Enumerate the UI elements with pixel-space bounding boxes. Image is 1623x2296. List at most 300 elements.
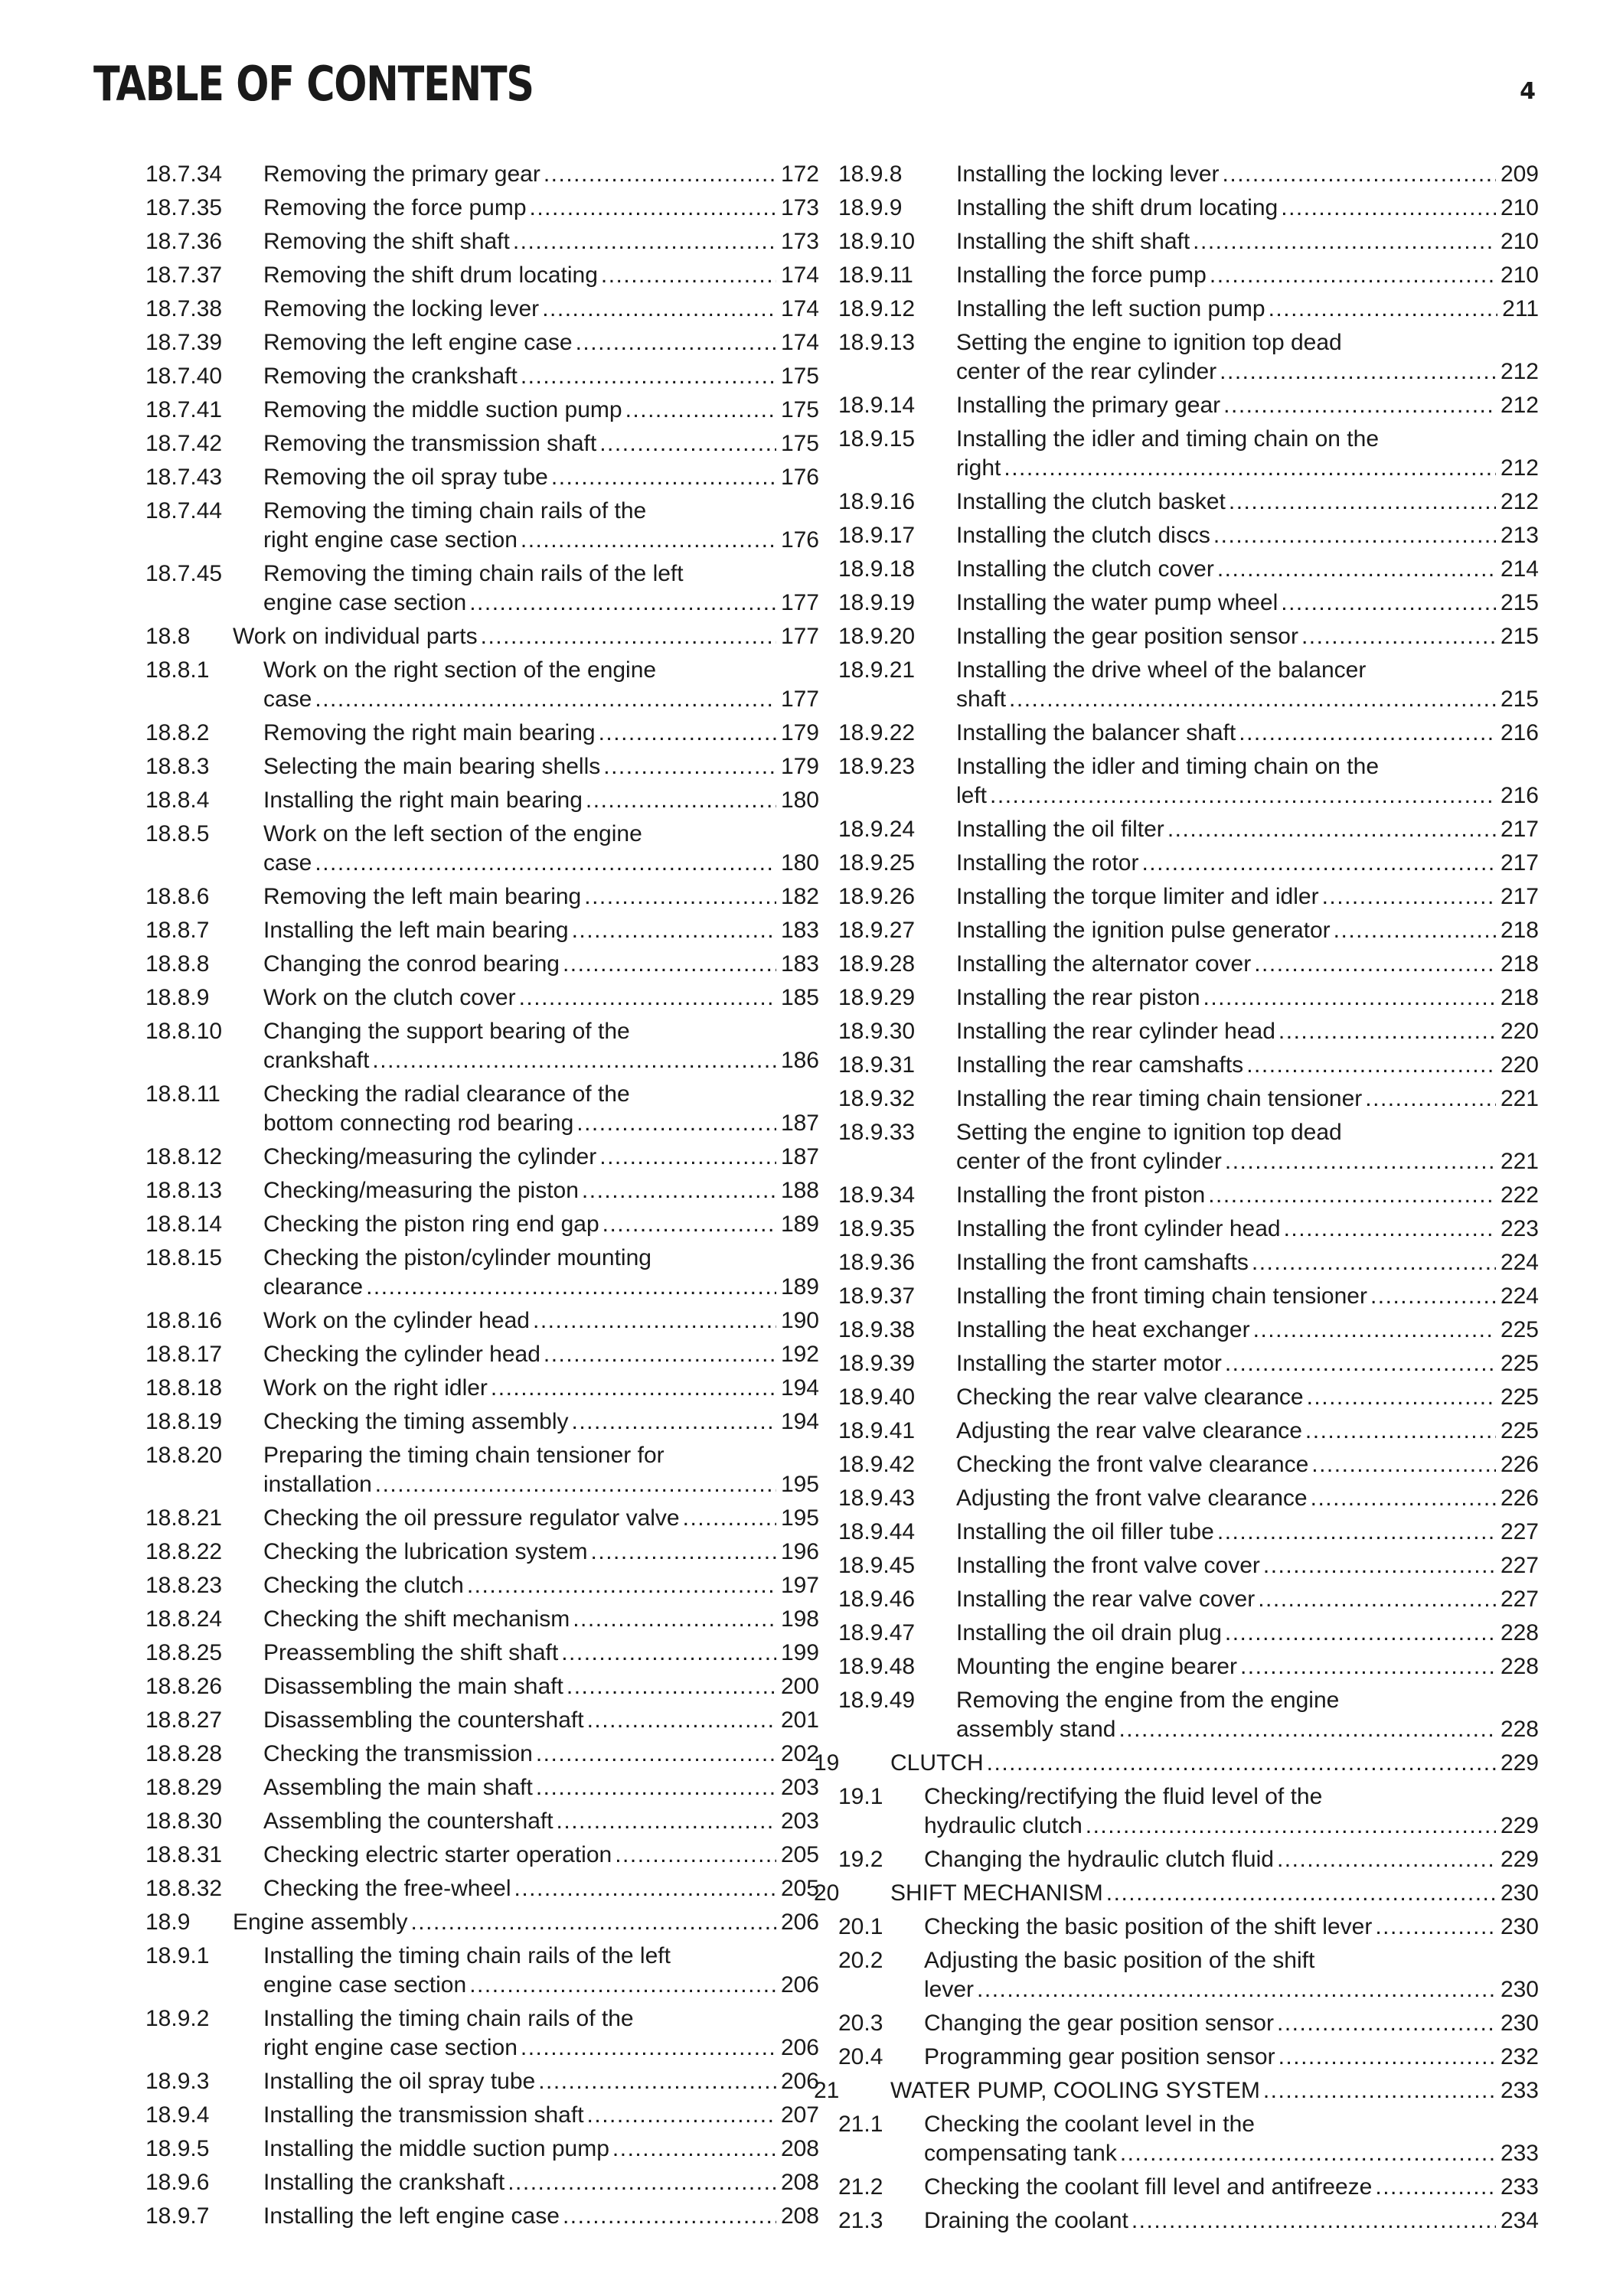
toc-entry[interactable] xyxy=(838,1549,1539,1583)
dot-leader xyxy=(372,1046,776,1075)
toc-entry[interactable] xyxy=(838,1944,1539,2007)
toc-entry[interactable] xyxy=(145,1838,819,1872)
toc-entry-page: 212 xyxy=(1500,393,1539,418)
dot-leader xyxy=(1132,2206,1496,2236)
toc-column-left xyxy=(145,158,819,2233)
toc-entry[interactable] xyxy=(838,2108,1539,2170)
toc-entry-number: 18.9.10 xyxy=(838,229,916,254)
toc-entry-number: 18.7.42 xyxy=(145,431,223,456)
dot-leader xyxy=(1009,685,1496,714)
dot-leader xyxy=(1278,2043,1496,2072)
toc-entry-page: 180 xyxy=(780,788,819,813)
dot-leader xyxy=(601,261,776,290)
toc-entry[interactable] xyxy=(838,914,1539,947)
toc-entry-title: Installing the drive wheel of the balancer xyxy=(956,657,1367,683)
toc-entry[interactable] xyxy=(145,1371,819,1405)
toc-entry-title: Checking the cylinder head xyxy=(263,1342,540,1367)
dot-leader xyxy=(1281,589,1496,618)
toc-entry[interactable] xyxy=(145,494,819,557)
toc-entry[interactable] xyxy=(838,1515,1539,1549)
toc-entry-title: bottom connecting rod bearing xyxy=(263,1110,574,1136)
toc-entry-page: 195 xyxy=(780,1505,819,1531)
dot-leader xyxy=(1004,454,1496,483)
toc-entry-number: 18.8.27 xyxy=(145,1707,223,1733)
toc-entry[interactable] xyxy=(838,1448,1539,1482)
toc-entry-page: 206 xyxy=(780,2069,819,2094)
dot-leader xyxy=(410,1908,776,1937)
toc-entry-page: 217 xyxy=(1500,884,1539,909)
toc-entry-title: Removing the left main bearing xyxy=(263,884,582,909)
toc-entry-title: Installing the front cylinder head xyxy=(956,1216,1281,1241)
toc-entry-number: 18.9.20 xyxy=(838,624,916,649)
toc-entry-title: Removing the timing chain rails of the xyxy=(263,498,647,523)
toc-entry-page: 233 xyxy=(1500,2174,1539,2200)
toc-entry[interactable] xyxy=(145,1304,819,1338)
toc-entry[interactable] xyxy=(145,393,819,427)
toc-entry-number: 18.7.40 xyxy=(145,364,223,389)
toc-entry-number: 18.8.28 xyxy=(145,1741,223,1766)
toc-entry-title: Engine assembly xyxy=(233,1910,408,1935)
dot-leader xyxy=(521,362,776,391)
toc-entry-page: 220 xyxy=(1500,1052,1539,1078)
toc-entry[interactable] xyxy=(838,750,1539,813)
toc-entry-page: 174 xyxy=(780,263,819,288)
toc-entry[interactable] xyxy=(145,2166,819,2200)
toc-entry[interactable] xyxy=(145,1015,819,1078)
toc-entry[interactable] xyxy=(838,485,1539,519)
toc-entry-number: 18.9.2 xyxy=(145,2006,210,2031)
toc-entry-title: shaft xyxy=(956,687,1007,712)
toc-entry[interactable] xyxy=(145,1208,819,1241)
toc-entry[interactable] xyxy=(145,461,819,494)
toc-entry-title: Installing the ignition pulse generator xyxy=(956,918,1331,943)
toc-entry-page: 232 xyxy=(1500,2044,1539,2069)
toc-entry-page: 230 xyxy=(1500,2011,1539,2036)
toc-entry-page: 173 xyxy=(780,229,819,254)
toc-entry[interactable] xyxy=(838,1313,1539,1347)
toc-entry-page: 188 xyxy=(780,1178,819,1203)
toc-entry-title: Installing the alternator cover xyxy=(956,951,1252,977)
dot-leader xyxy=(586,786,776,815)
toc-entry-page: 212 xyxy=(1500,359,1539,384)
toc-entry-title: CLUTCH xyxy=(890,1750,984,1776)
toc-entry-number: 18.8.23 xyxy=(145,1573,223,1598)
toc-entry[interactable] xyxy=(145,2200,819,2233)
toc-entry[interactable] xyxy=(838,1616,1539,1650)
toc-entry[interactable] xyxy=(145,557,819,620)
toc-entry[interactable] xyxy=(838,1347,1539,1381)
toc-entry-page: 226 xyxy=(1500,1452,1539,1477)
toc-entry-title: SHIFT MECHANISM xyxy=(890,1880,1103,1906)
toc-entry[interactable] xyxy=(145,158,819,191)
toc-entry-number: 18.8.26 xyxy=(145,1674,223,1699)
toc-entry-number: 20.2 xyxy=(838,1948,883,1973)
toc-entry[interactable] xyxy=(814,1746,1539,1780)
toc-entry-page: 215 xyxy=(1500,687,1539,712)
toc-entry-title: center of the front cylinder xyxy=(956,1149,1222,1174)
toc-entry-page: 230 xyxy=(1500,1880,1539,1906)
toc-entry[interactable] xyxy=(145,1535,819,1569)
toc-entry-number: 18.9.49 xyxy=(838,1688,916,1713)
toc-entry-number: 18.9.24 xyxy=(838,817,916,842)
toc-entry-page: 174 xyxy=(780,296,819,321)
dot-leader xyxy=(1375,1913,1496,1942)
dot-leader xyxy=(467,1571,776,1600)
toc-entry-title: Installing the transmission shaft xyxy=(263,2102,584,2128)
toc-entry-number: 18.7.41 xyxy=(145,397,223,422)
toc-entry-number: 18.9.15 xyxy=(838,426,916,452)
toc-entry-title: Installing the locking lever xyxy=(956,161,1220,187)
toc-entry-page: 217 xyxy=(1500,817,1539,842)
toc-entry-page: 200 xyxy=(780,1674,819,1699)
toc-entry-title: Checking the piston ring end gap xyxy=(263,1212,599,1237)
toc-entry-number: 18.9.22 xyxy=(838,720,916,745)
toc-entry[interactable] xyxy=(838,947,1539,981)
toc-entry[interactable] xyxy=(838,2170,1539,2204)
dot-leader xyxy=(1217,555,1496,584)
toc-entry[interactable] xyxy=(145,947,819,981)
toc-entry[interactable] xyxy=(838,716,1539,750)
toc-entry-page: 224 xyxy=(1500,1283,1539,1309)
toc-entry-number: 18.9.30 xyxy=(838,1019,916,1044)
toc-entry[interactable] xyxy=(838,1583,1539,1616)
toc-entry[interactable] xyxy=(838,586,1539,620)
toc-entry[interactable] xyxy=(145,1636,819,1670)
toc-entry-page: 206 xyxy=(780,2035,819,2060)
toc-entry-page: 230 xyxy=(1500,1914,1539,1939)
toc-entry-title: case xyxy=(263,687,312,712)
toc-entry[interactable] xyxy=(145,981,819,1015)
toc-entry-title: Installing the oil filter xyxy=(956,817,1164,842)
toc-entry-page: 217 xyxy=(1500,850,1539,876)
toc-entry[interactable] xyxy=(838,158,1539,191)
toc-entry[interactable] xyxy=(145,1603,819,1636)
dot-leader xyxy=(1240,1652,1496,1681)
dot-leader xyxy=(1220,357,1496,386)
toc-entry[interactable] xyxy=(145,1906,819,1939)
toc-entry-page: 175 xyxy=(780,364,819,389)
toc-entry[interactable] xyxy=(145,1174,819,1208)
toc-entry-number: 18.9.44 xyxy=(838,1519,916,1544)
toc-entry[interactable] xyxy=(145,1140,819,1174)
toc-entry[interactable] xyxy=(838,191,1539,225)
toc-entry-title: lever xyxy=(924,1977,975,2002)
toc-entry-title: Checking/rectifying the fluid level of the xyxy=(924,1784,1323,1809)
toc-entry[interactable] xyxy=(145,1439,819,1502)
toc-entry-title: Installing the oil spray tube xyxy=(263,2069,536,2094)
toc-entry[interactable] xyxy=(145,2099,819,2132)
toc-entry-number: 18.8.31 xyxy=(145,1842,223,1867)
toc-entry-number: 18.9.34 xyxy=(838,1182,916,1208)
toc-entry-number: 18.9.42 xyxy=(838,1452,916,1477)
toc-entry[interactable] xyxy=(145,1338,819,1371)
toc-entry[interactable] xyxy=(145,326,819,360)
dot-leader xyxy=(315,849,776,878)
toc-entry-title: Installing the water pump wheel xyxy=(956,590,1278,615)
page-number: 4 xyxy=(1520,78,1536,105)
toc-entry-page: 199 xyxy=(780,1640,819,1665)
toc-entry-page: 194 xyxy=(780,1409,819,1434)
toc-entry[interactable] xyxy=(838,1650,1539,1684)
toc-entry[interactable] xyxy=(838,1910,1539,1944)
toc-entry-number: 18.7.45 xyxy=(145,561,223,586)
toc-entry[interactable] xyxy=(145,716,819,750)
toc-entry[interactable] xyxy=(838,519,1539,553)
toc-entry[interactable] xyxy=(838,2040,1539,2074)
toc-entry-title: Checking the front valve clearance xyxy=(956,1452,1309,1477)
dot-leader xyxy=(538,2067,776,2096)
toc-entry[interactable] xyxy=(838,981,1539,1015)
toc-entry-page: 177 xyxy=(780,624,819,649)
toc-entry-page: 229 xyxy=(1500,1847,1539,1872)
toc-entry[interactable] xyxy=(838,259,1539,292)
toc-entry-page: 225 xyxy=(1500,1351,1539,1376)
toc-entry-page: 206 xyxy=(780,1972,819,1998)
toc-entry[interactable] xyxy=(145,1569,819,1603)
toc-entry-number: 21.2 xyxy=(838,2174,883,2200)
toc-entry-page: 214 xyxy=(1500,556,1539,582)
toc-entry-number: 18.9.29 xyxy=(838,985,916,1010)
toc-entry-title: Preassembling the shift shaft xyxy=(263,1640,559,1665)
dot-leader xyxy=(557,1807,776,1836)
toc-entry[interactable] xyxy=(145,750,819,784)
dot-leader xyxy=(536,1740,776,1769)
toc-entry[interactable] xyxy=(145,1939,819,2002)
toc-entry-title: engine case section xyxy=(263,1972,467,1998)
toc-entry-title: Removing the timing chain rails of the left xyxy=(263,561,684,586)
toc-entry-title: Installing the oil filler tube xyxy=(956,1519,1214,1544)
toc-entry-title: Changing the hydraulic clutch fluid xyxy=(924,1847,1274,1872)
toc-entry[interactable] xyxy=(145,2002,819,2065)
toc-entry-page: 229 xyxy=(1500,1813,1539,1838)
toc-entry-page: 212 xyxy=(1500,455,1539,481)
toc-entry[interactable] xyxy=(838,1116,1539,1179)
dot-leader xyxy=(1281,194,1496,223)
dot-leader xyxy=(1277,1845,1496,1874)
toc-entry-page: 208 xyxy=(780,2136,819,2161)
dot-leader xyxy=(563,2202,776,2231)
toc-entry-page: 209 xyxy=(1500,161,1539,187)
toc-entry-page: 225 xyxy=(1500,1317,1539,1342)
toc-entry-number: 21 xyxy=(814,2078,840,2103)
toc-entry-page: 197 xyxy=(780,1573,819,1598)
toc-entry[interactable] xyxy=(838,553,1539,586)
toc-entry[interactable] xyxy=(838,422,1539,485)
toc-entry-title: Setting the engine to ignition top dead xyxy=(956,1120,1342,1145)
toc-entry-page: 225 xyxy=(1500,1418,1539,1443)
dot-leader xyxy=(375,1470,776,1499)
toc-entry[interactable] xyxy=(838,389,1539,422)
toc-entry-title: Checking the oil pressure regulator valve xyxy=(263,1505,680,1531)
toc-entry-page: 227 xyxy=(1500,1519,1539,1544)
toc-entry[interactable] xyxy=(145,1078,819,1140)
toc-entry[interactable] xyxy=(145,1805,819,1838)
toc-entry-number: 18.9.38 xyxy=(838,1317,916,1342)
toc-entry[interactable] xyxy=(838,846,1539,880)
toc-entry-number: 18.8.8 xyxy=(145,951,210,977)
toc-entry[interactable] xyxy=(838,654,1539,716)
dot-leader xyxy=(1086,1812,1496,1841)
dot-leader xyxy=(576,1109,776,1138)
toc-entry-title: Changing the support bearing of the xyxy=(263,1019,630,1044)
toc-entry-page: 215 xyxy=(1500,590,1539,615)
toc-entry[interactable] xyxy=(145,880,819,914)
dot-leader xyxy=(1269,295,1498,324)
toc-entry[interactable] xyxy=(838,1280,1539,1313)
toc-entry[interactable] xyxy=(838,2204,1539,2238)
toc-entry-title: Installing the starter motor xyxy=(956,1351,1222,1376)
toc-entry[interactable] xyxy=(145,1670,819,1704)
toc-entry-page: 218 xyxy=(1500,951,1539,977)
toc-entry[interactable] xyxy=(838,326,1539,389)
toc-entry[interactable] xyxy=(145,1241,819,1304)
toc-entry-page: 183 xyxy=(780,951,819,977)
toc-entry-title: Installing the rear camshafts xyxy=(956,1052,1244,1078)
dot-leader xyxy=(603,1210,776,1239)
toc-entry[interactable] xyxy=(145,620,819,654)
toc-entry-page: 185 xyxy=(780,985,819,1010)
toc-entry[interactable] xyxy=(838,1049,1539,1082)
toc-entry[interactable] xyxy=(838,880,1539,914)
toc-entry-title: Removing the right main bearing xyxy=(263,720,596,745)
toc-entry-page: 196 xyxy=(780,1539,819,1564)
toc-entry[interactable] xyxy=(838,1246,1539,1280)
toc-entry[interactable] xyxy=(145,2065,819,2099)
toc-entry-number: 18.9.1 xyxy=(145,1943,210,1968)
toc-entry[interactable] xyxy=(838,2007,1539,2040)
toc-entry[interactable] xyxy=(838,1780,1539,1843)
toc-entry-title: installation xyxy=(263,1472,372,1497)
toc-entry-title: Checking the shift mechanism xyxy=(263,1606,570,1632)
toc-entry[interactable] xyxy=(838,1015,1539,1049)
toc-entry-number: 18.9.12 xyxy=(838,296,916,321)
toc-entry[interactable] xyxy=(838,1684,1539,1746)
toc-entry[interactable] xyxy=(145,1704,819,1737)
dot-leader xyxy=(481,622,776,651)
toc-entry[interactable] xyxy=(145,1771,819,1805)
toc-entry[interactable] xyxy=(145,259,819,292)
toc-entry[interactable] xyxy=(814,1877,1539,1910)
toc-entry[interactable] xyxy=(145,654,819,716)
toc-entry-title: Programming gear position sensor xyxy=(924,2044,1275,2069)
toc-entry-page: 228 xyxy=(1500,1620,1539,1645)
dot-leader xyxy=(573,1605,776,1634)
toc-entry[interactable] xyxy=(145,292,819,326)
toc-entry-title: Installing the front piston xyxy=(956,1182,1206,1208)
toc-entry-number: 18.7.36 xyxy=(145,229,223,254)
toc-entry[interactable] xyxy=(145,1872,819,1906)
toc-entry-page: 228 xyxy=(1500,1654,1539,1679)
toc-entry-title: Installing the idler and timing chain on the xyxy=(956,754,1380,779)
toc-entry-title: case xyxy=(263,850,312,876)
dot-leader xyxy=(1254,950,1496,979)
dot-leader xyxy=(491,1374,776,1403)
toc-entry-page: 229 xyxy=(1500,1750,1539,1776)
dot-leader xyxy=(1252,1248,1496,1277)
toc-entry-number: 18.8.13 xyxy=(145,1178,223,1203)
toc-entry[interactable] xyxy=(145,817,819,880)
toc-entry[interactable] xyxy=(838,1843,1539,1877)
toc-entry[interactable] xyxy=(145,784,819,817)
toc-entry[interactable] xyxy=(838,225,1539,259)
toc-entry-page: 222 xyxy=(1500,1182,1539,1208)
dot-leader xyxy=(1246,1051,1496,1080)
toc-entry[interactable] xyxy=(145,225,819,259)
toc-entry[interactable] xyxy=(145,1405,819,1439)
dot-leader xyxy=(366,1273,776,1302)
toc-entry[interactable] xyxy=(145,427,819,461)
toc-entry-page: 194 xyxy=(780,1375,819,1401)
toc-entry[interactable] xyxy=(145,191,819,225)
toc-entry-page: 176 xyxy=(780,465,819,490)
toc-entry-number: 18.9.47 xyxy=(838,1620,916,1645)
dot-leader xyxy=(1305,1417,1496,1446)
toc-entry-number: 18.9.6 xyxy=(145,2170,210,2195)
toc-entry-number: 18.9.25 xyxy=(838,850,916,876)
toc-entry-number: 18.8.2 xyxy=(145,720,210,745)
toc-entry-number: 21.1 xyxy=(838,2112,883,2137)
toc-entry[interactable] xyxy=(145,2132,819,2166)
toc-entry-number: 18.9.36 xyxy=(838,1250,916,1275)
toc-entry-title: Installing the primary gear xyxy=(956,393,1221,418)
toc-entry-title: Installing the torque limiter and idler xyxy=(956,884,1319,909)
toc-entry[interactable] xyxy=(838,1482,1539,1515)
toc-entry-number: 18.9.28 xyxy=(838,951,916,977)
toc-entry[interactable] xyxy=(838,813,1539,846)
dot-leader xyxy=(582,1176,776,1205)
toc-entry[interactable] xyxy=(838,1082,1539,1116)
toc-entry-page: 218 xyxy=(1500,918,1539,943)
toc-entry[interactable] xyxy=(838,1381,1539,1414)
toc-entry-number: 18.8.3 xyxy=(145,754,210,779)
toc-entry[interactable] xyxy=(838,1414,1539,1448)
toc-entry-page: 179 xyxy=(780,720,819,745)
toc-entry-title: Assembling the countershaft xyxy=(263,1808,554,1834)
toc-entry-number: 18.9.48 xyxy=(838,1654,916,1679)
toc-entry[interactable] xyxy=(838,1179,1539,1212)
toc-entry-title: Disassembling the countershaft xyxy=(263,1707,584,1733)
toc-entry[interactable] xyxy=(145,1502,819,1535)
toc-entry[interactable] xyxy=(838,292,1539,326)
toc-entry-title: Installing the left suction pump xyxy=(956,296,1265,321)
dot-leader xyxy=(1307,1383,1496,1412)
dot-leader xyxy=(513,227,776,256)
toc-entry[interactable] xyxy=(814,2074,1539,2108)
toc-entry-title: Installing the clutch basket xyxy=(956,489,1226,514)
toc-entry-title: Installing the crankshaft xyxy=(263,2170,505,2195)
toc-entry-title: Checking the radial clearance of the xyxy=(263,1081,630,1107)
toc-entry-title: Checking the coolant fill level and antifreeze xyxy=(924,2174,1373,2200)
toc-entry-page: 187 xyxy=(780,1144,819,1169)
toc-entry-title: Adjusting the basic position of the shift xyxy=(924,1948,1315,1973)
toc-entry-page: 216 xyxy=(1500,720,1539,745)
dot-leader xyxy=(1223,160,1496,189)
toc-entry-page: 207 xyxy=(780,2102,819,2128)
toc-entry[interactable] xyxy=(145,1737,819,1771)
toc-entry-title: Checking the lubrication system xyxy=(263,1539,588,1564)
dot-leader xyxy=(977,1975,1496,2004)
toc-entry[interactable] xyxy=(838,1212,1539,1246)
toc-entry[interactable] xyxy=(838,620,1539,654)
dot-leader xyxy=(530,194,776,223)
toc-entry[interactable] xyxy=(145,360,819,393)
toc-entry-title: right engine case section xyxy=(263,2035,518,2060)
toc-entry-title: Preparing the timing chain tensioner for xyxy=(263,1443,665,1468)
toc-entry-page: 187 xyxy=(780,1110,819,1136)
dot-leader xyxy=(572,1407,776,1437)
toc-entry-title: Adjusting the front valve clearance xyxy=(956,1486,1308,1511)
toc-entry[interactable] xyxy=(145,914,819,947)
